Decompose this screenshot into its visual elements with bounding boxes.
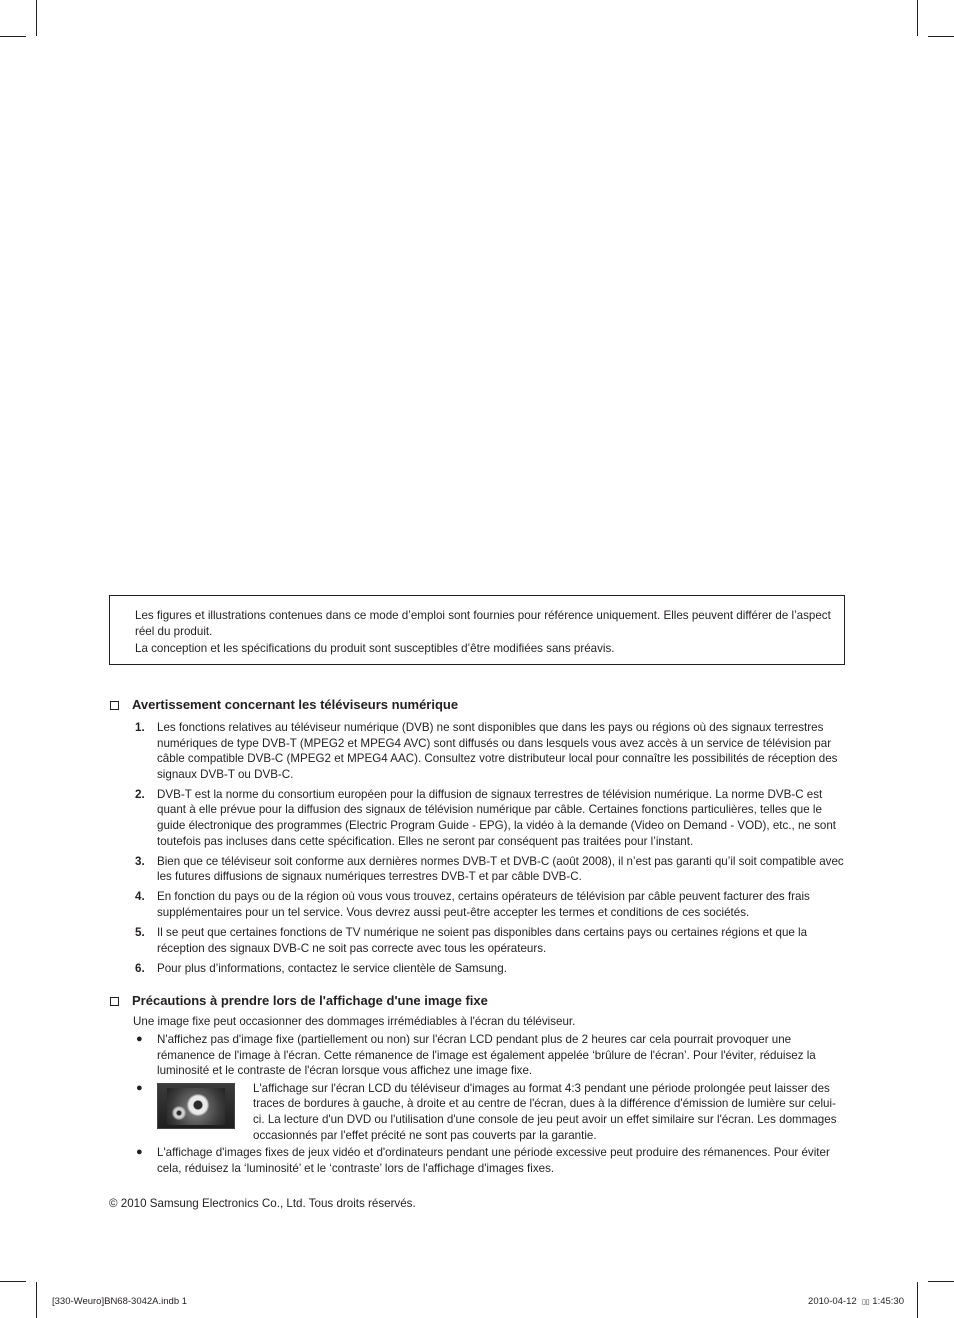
item-number: 6.	[135, 961, 145, 975]
crop-mark	[0, 1281, 26, 1282]
item-text: DVB-T est la norme du consortium européen pour la diffusion de signaux terrestres de télévision numérique. La norme DVB-C est quant à elle prévue pour la diffusion des signaux de télévision numérique par câble. Certaines fonctions particulières, telles que le guide électronique des programmes (Electric Program Guide - EPG), la vidéo à la demande (Video on Demand - VOD), etc., ne sont toutefois pas incluses dans cette spécification. Elles ne seront par conséquent pas traitées pour l’instant.	[157, 787, 836, 848]
item-number: 2.	[135, 787, 145, 801]
notice-text: La conception et les spécifications du produit sont susceptibles d’être modifiées sans préavis.	[135, 642, 615, 655]
crop-mark	[928, 1281, 954, 1282]
crop-mark	[917, 0, 918, 36]
item-text: En fonction du pays ou de la région où vous vous trouvez, certains opérateurs de télévision par câble peuvent facturer des frais supplémentaires pour un tel service. Vous devrez aussi peut-être accepter les termes et conditions de ces sociétés.	[157, 890, 810, 920]
item-text: L'affichage d'images fixes de jeux vidéo et d'ordinateurs pendant une période excessive peut produire des rémanences. Pour éviter cela, réduisez la ‘luminosité’ et le ‘contraste’ lors de l'affichage d'images fixes.	[157, 1146, 830, 1175]
checkbox-icon	[110, 701, 119, 710]
notice-text: Les figures et illustrations contenues dans ce mode d’emploi sont fournies pour référence uniquement. Elles peuvent différer de l’aspect réel du produit.	[135, 609, 831, 638]
list-item	[135, 854, 847, 885]
bullet-icon: ●	[136, 1033, 143, 1045]
checkbox-icon	[110, 997, 119, 1006]
item-text: Pour plus d’informations, contactez le service clientèle de Samsung.	[157, 961, 507, 975]
item-text: Bien que ce téléviseur soit conforme aux dernières normes DVB-T et DVB-C (août 2008), il n’est pas garanti qu’il soit compatible avec les futures diffusions de signaux numériques terrestres DVB-T et par câble DVB-C.	[157, 854, 844, 884]
section-title-text: Avertissement concernant les téléviseurs numérique	[132, 697, 459, 712]
item-text: Les fonctions relatives au téléviseur numérique (DVB) ne sont disponibles que dans les pays ou régions où des signaux terrestres numériques de type DVB-T (MPEG2 et MPEG4 AVC) sont diffusés ou dans lesquels vous avez accès à un service de télévision par câble compatible DVB-C (MPEG2 et MPEG4 AAC). Consultez votre distributeur local pour connaître les possibilités de réception des signaux DVB-T ou DVB-C.	[157, 721, 838, 781]
item-text: Il se peut que certaines fonctions de TV numérique ne soient pas disponibles dans certains pays ou certaines régions et que la réception des signaux DVB-C ne soit pas correcte avec tous les opérateurs.	[157, 926, 808, 955]
crop-mark	[928, 36, 954, 37]
list-item	[135, 889, 847, 920]
print-slug-file: [330-Weuro]BN68-3042A.indb 1	[52, 1296, 188, 1307]
list-item	[135, 720, 847, 782]
slug-time-marker: ▯▯	[861, 1299, 870, 1306]
slug-time: 1:45:30	[872, 1296, 904, 1307]
crop-mark	[917, 1282, 918, 1318]
section-title-digital-tv	[110, 697, 458, 713]
list-item	[135, 961, 847, 977]
copyright-notice: © 2010 Samsung Electronics Co., Ltd. Tous droits réservés.	[109, 1197, 416, 1210]
item-number: 1.	[135, 721, 145, 734]
bullet-icon: ●	[136, 1081, 143, 1094]
slug-date: 2010-04-12	[808, 1296, 857, 1307]
crop-mark	[0, 36, 26, 37]
notice-box	[109, 595, 845, 665]
bullet-list	[135, 1032, 847, 1178]
section-title-text: Précautions à prendre lors de l'affichage d'une image fixe	[132, 993, 488, 1008]
bullet-icon: ●	[136, 1146, 143, 1159]
numbered-list	[135, 720, 847, 981]
item-number: 5.	[135, 926, 145, 940]
list-item	[135, 925, 847, 956]
section-title-still-image	[110, 993, 488, 1009]
list-item	[135, 787, 847, 849]
list-item	[135, 1145, 847, 1176]
crop-mark	[36, 0, 37, 36]
tv-screen-image	[157, 1083, 235, 1129]
print-slug-date	[808, 1296, 904, 1307]
crop-mark	[36, 1282, 37, 1318]
list-item	[135, 1032, 847, 1079]
list-item	[135, 1081, 847, 1143]
item-number: 4.	[135, 890, 145, 904]
item-text: L'affichage sur l'écran LCD du téléviseur d'images au format 4:3 pendant une période prolongée peut laisser des traces de bordures à gauche, à droite et au centre de l'écran, dues à la différence d'émission de lumière sur celui-ci. La lecture d'un DVD ou l'utilisation d'une console de jeu peut avoir un effet similaire sur l'écran. Les dommages occasionnés par l'effet précité ne sont pas couverts par la garantie.	[253, 1081, 837, 1142]
item-number: 3.	[135, 854, 145, 868]
section-intro: Une image fixe peut occasionner des dommages irrémédiables à l'écran du téléviseur.	[133, 1015, 576, 1028]
item-text: N'affichez pas d'image fixe (partiellement ou non) sur l'écran LCD pendant plus de 2 heures car cela pourrait provoquer une rémanence de l'image à l'écran. Cette rémanence de l'image est également appelée ‘brûlure de l'écran’. Pour l'éviter, réduisez la luminosité et le contraste de l'écran lorsque vous affichez une image fixe.	[157, 1033, 816, 1078]
